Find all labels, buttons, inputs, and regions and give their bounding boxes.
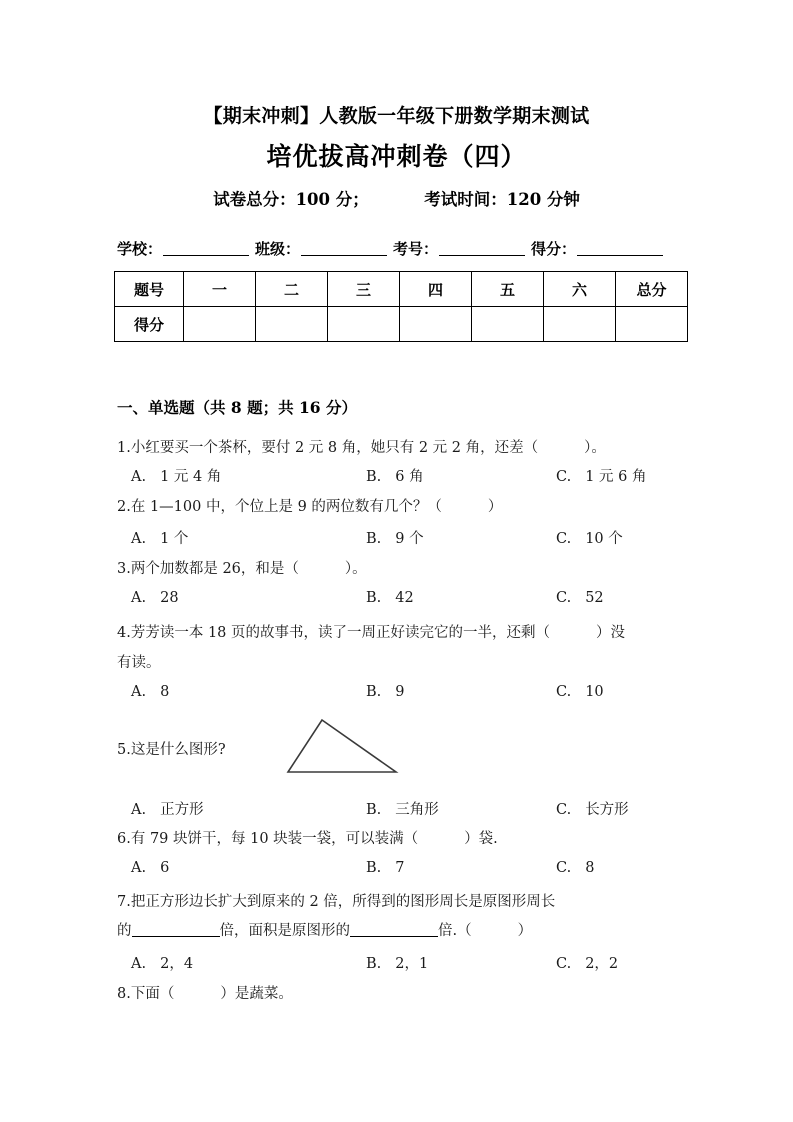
column-header-4: 四 xyxy=(400,272,472,307)
question-7-blank-2[interactable] xyxy=(350,923,438,937)
question-4-text-line2: 有读。 xyxy=(117,655,161,671)
score-cell-5[interactable] xyxy=(472,307,544,342)
question-7-text-line2 xyxy=(117,921,695,941)
question-7-blank-1[interactable] xyxy=(132,923,220,937)
question-3-options xyxy=(117,590,695,610)
question-2-tail: ） xyxy=(487,499,503,515)
exam-meta-line xyxy=(0,186,793,210)
column-header-1: 一 xyxy=(184,272,256,307)
question-1-option-c[interactable]: C. 1 元 6 角 xyxy=(556,469,647,485)
question-1-options xyxy=(117,465,695,485)
column-header-6: 六 xyxy=(544,272,616,307)
score-input[interactable] xyxy=(577,241,663,256)
question-3-option-a[interactable]: A. 28 xyxy=(131,590,179,606)
question-6-option-b[interactable]: B. 7 xyxy=(366,860,405,876)
exam-no-label: 考号： xyxy=(393,240,439,258)
question-1-option-b[interactable]: B. 6 角 xyxy=(366,469,424,485)
table-row-score xyxy=(115,307,688,342)
question-4-option-b[interactable]: B. 9 xyxy=(366,684,405,700)
question-4-body: 芳芳读一本 18 页的故事书，读了一周正好读完它的一半，还剩（ xyxy=(130,625,551,641)
question-1-option-a[interactable]: A. 1 元 4 角 xyxy=(131,469,222,485)
question-2-text xyxy=(117,497,695,517)
question-7-body: 把正方形边长扩大到原来的 2 倍，所得到的图形周长是原图形周长 xyxy=(130,894,556,910)
question-2-body: 在 1—100 中，个位上是 9 的两位数有几个？（ xyxy=(130,499,442,515)
question-1-body: 小红要买一个茶杯，要付 2 元 8 角，她只有 2 元 2 角，还差（ xyxy=(130,440,539,456)
question-8-text xyxy=(117,984,695,1004)
column-header-total: 总分 xyxy=(616,272,688,307)
question-3-tail: ）。 xyxy=(344,561,367,577)
question-8-body: 下面（ xyxy=(130,986,175,1002)
question-6-options xyxy=(117,860,695,880)
question-2-option-c[interactable]: C. 10 个 xyxy=(556,531,623,547)
exam-time-label: 考试时间：120 分钟 xyxy=(424,190,580,209)
question-8-number: 8. xyxy=(117,986,131,1002)
score-cell-1[interactable] xyxy=(184,307,256,342)
score-cell-2[interactable] xyxy=(256,307,328,342)
question-5-option-a[interactable]: A. 正方形 xyxy=(131,802,204,818)
question-7-option-a[interactable]: A. 2，4 xyxy=(131,956,194,972)
score-label: 得分： xyxy=(531,240,577,258)
question-7-number: 7. xyxy=(117,894,131,910)
score-cell-4[interactable] xyxy=(400,307,472,342)
column-header-2: 二 xyxy=(256,272,328,307)
question-7-part4: ） xyxy=(517,923,533,939)
question-1-number: 1. xyxy=(117,440,131,456)
school-input[interactable] xyxy=(163,241,249,256)
question-6-body: 有 79 块饼干，每 10 块装一袋，可以装满（ xyxy=(130,831,419,847)
question-4-option-c[interactable]: C. 10 xyxy=(556,684,604,700)
exam-title: 培优拔高冲刺卷（四） xyxy=(266,142,527,171)
exam-subtitle: 【期末冲刺】人教版一年级下册数学期末测试 xyxy=(203,105,590,127)
question-7-part3: 倍.（ xyxy=(438,923,472,939)
score-cell-6[interactable] xyxy=(544,307,616,342)
question-3-option-b[interactable]: B. 42 xyxy=(366,590,414,606)
score-table xyxy=(114,271,688,342)
score-cell-total[interactable] xyxy=(616,307,688,342)
column-header-5: 五 xyxy=(472,272,544,307)
question-7-option-c[interactable]: C. 2，2 xyxy=(556,956,619,972)
school-label: 学校： xyxy=(117,240,163,258)
question-7-text xyxy=(117,892,695,912)
question-2-options xyxy=(117,527,695,547)
question-2-option-b[interactable]: B. 9 个 xyxy=(366,531,424,547)
question-4-tail: ）没 xyxy=(596,625,626,641)
table-row-header xyxy=(115,272,688,307)
total-score-label: 试卷总分：100 分； xyxy=(213,190,369,209)
question-6-number: 6. xyxy=(117,831,131,847)
question-5-options xyxy=(117,798,695,818)
class-label: 班级： xyxy=(255,240,301,258)
question-1-text xyxy=(117,438,695,458)
exam-no-input[interactable] xyxy=(439,241,525,256)
question-6-option-c[interactable]: C. 8 xyxy=(556,860,595,876)
column-header-3: 三 xyxy=(328,272,400,307)
question-5-body: 这是什么图形? xyxy=(130,742,226,758)
question-3-text xyxy=(117,559,695,579)
question-5-number: 5. xyxy=(117,742,131,758)
question-6-option-a[interactable]: A. 6 xyxy=(131,860,170,876)
question-6-tail: ）袋. xyxy=(464,831,498,847)
question-3-body: 两个加数都是 26，和是（ xyxy=(130,561,299,577)
question-4-text xyxy=(117,623,695,643)
question-8-tail: ）是蔬菜。 xyxy=(220,986,293,1002)
question-4-options xyxy=(117,684,695,704)
question-4-option-a[interactable]: A. 8 xyxy=(131,684,170,700)
row-header-label: 题号 xyxy=(115,272,184,307)
score-cell-3[interactable] xyxy=(328,307,400,342)
question-4-number: 4. xyxy=(117,625,131,641)
question-7-part2: 倍，面积是原图形的 xyxy=(219,923,350,939)
question-2-number: 2. xyxy=(117,499,131,515)
question-7-option-b[interactable]: B. 2，1 xyxy=(366,956,429,972)
question-6-text xyxy=(117,829,695,849)
question-7-options xyxy=(117,952,695,972)
question-5-option-b[interactable]: B. 三角形 xyxy=(366,802,439,818)
question-5-option-c[interactable]: C. 长方形 xyxy=(556,802,629,818)
question-2-option-a[interactable]: A. 1 个 xyxy=(131,531,189,547)
question-1-tail: ）。 xyxy=(584,440,606,456)
row-score-label: 得分 xyxy=(115,307,184,342)
question-3-number: 3. xyxy=(117,561,131,577)
question-7-part1: 的 xyxy=(117,923,132,939)
question-3-option-c[interactable]: C. 52 xyxy=(556,590,604,606)
section-title-1: 一、单选题（共 8 题；共 16 分） xyxy=(117,398,357,417)
class-input[interactable] xyxy=(301,241,387,256)
question-5-text xyxy=(117,740,695,760)
student-info-line xyxy=(117,238,717,259)
